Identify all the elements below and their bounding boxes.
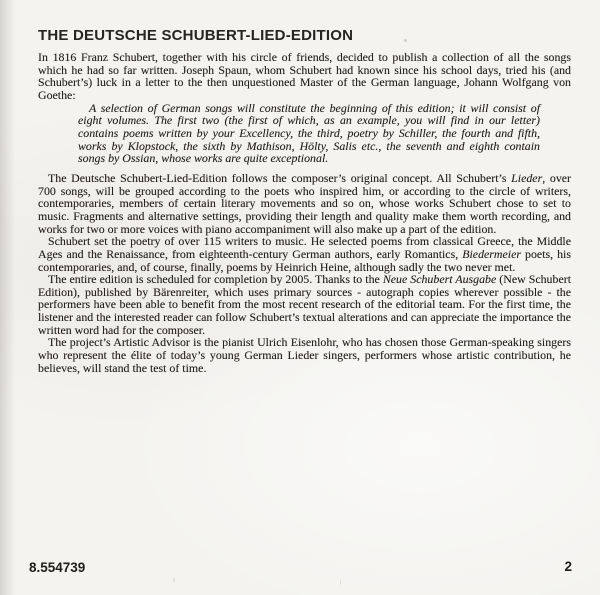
liner-notes <box>38 51 571 374</box>
page-title: THE DEUTSCHE SCHUBERT-LIED-EDITION <box>38 27 354 44</box>
page-number: 2 <box>564 559 572 574</box>
paragraph-schedule: The entire edition is scheduled for completion by 2005. Thanks to the Neue Schubert Ausgabe (New Schubert Edition), published by Bärenreiter, which uses primary sources - autograph copies wherever possible - the performers have been able to benefit from the most recent research of the editorial team. For the first time, the listener and the interested reader can follow Schubert’s textual alterations and can appreciate the importance the written word had for the composer. <box>38 272 571 337</box>
scan-bottom-edge <box>0 586 600 595</box>
scan-left-edge-shadow <box>0 0 15 595</box>
paragraph-poets: Schubert set the poetry of over 115 writers to music. He selected poems from classical Greece, the Middle Ages and the Renaissance, from eighteenth-century German authors, early Romantics, Biedermeier poets, his contemporaries, and, of course, finally, poems by Heinrich Heine, although sadly the two never met. <box>38 234 571 274</box>
paragraph-edition-concept: The Deutsche Schubert-Lied-Edition follows the composer’s original concept. All Schubert’s Lieder, over 700 songs, will be grouped according to the poets who inspired him, or according to the circle of writers, contemporaries, members of certain literary movements and so on, whose works Schubert chose to set to music. Fragments and alternative settings, providing their length and quality make them worth recording, and works for two or more voices with piano accompaniment will also make up a part of the edition. <box>38 170 572 236</box>
scan-speck <box>404 39 407 42</box>
paragraph-artistic-advisor: The project’s Artistic Advisor is the pianist Ulrich Eisenlohr, who has chosen those German-speaking singers who represent the élite of today’s young German Lieder singers, performers whose artistic contribution, he believes, will stand the test of time. <box>38 335 571 375</box>
paragraph-intro: In 1816 Franz Schubert, together with his circle of friends, decided to publish a collection of all the songs which he had so far written. Joseph Spaun, whom Schubert had known since his school days, tried his (and Schubert’s) luck in a letter to the then unquestioned Master of the German language, Johann Wolfgang von Goethe: <box>38 50 571 102</box>
scan-speck <box>340 580 341 585</box>
goethe-quote: A selection of German songs will constitute the beginning of this edition; it will consist of eight volumes. The first two (the first of which, as an example, you will find in our letter) contains poems written by your Excellency, the third, poetry by Schiller, the fourth and fifth, works by Klopstock, the sixth by Mathison, Hölty, Salis etc., the seventh and eighth contain songs by Ossian, whose works are quite exceptional. <box>78 100 540 166</box>
scan-speck <box>173 578 175 582</box>
catalog-number: 8.554739 <box>29 560 86 575</box>
